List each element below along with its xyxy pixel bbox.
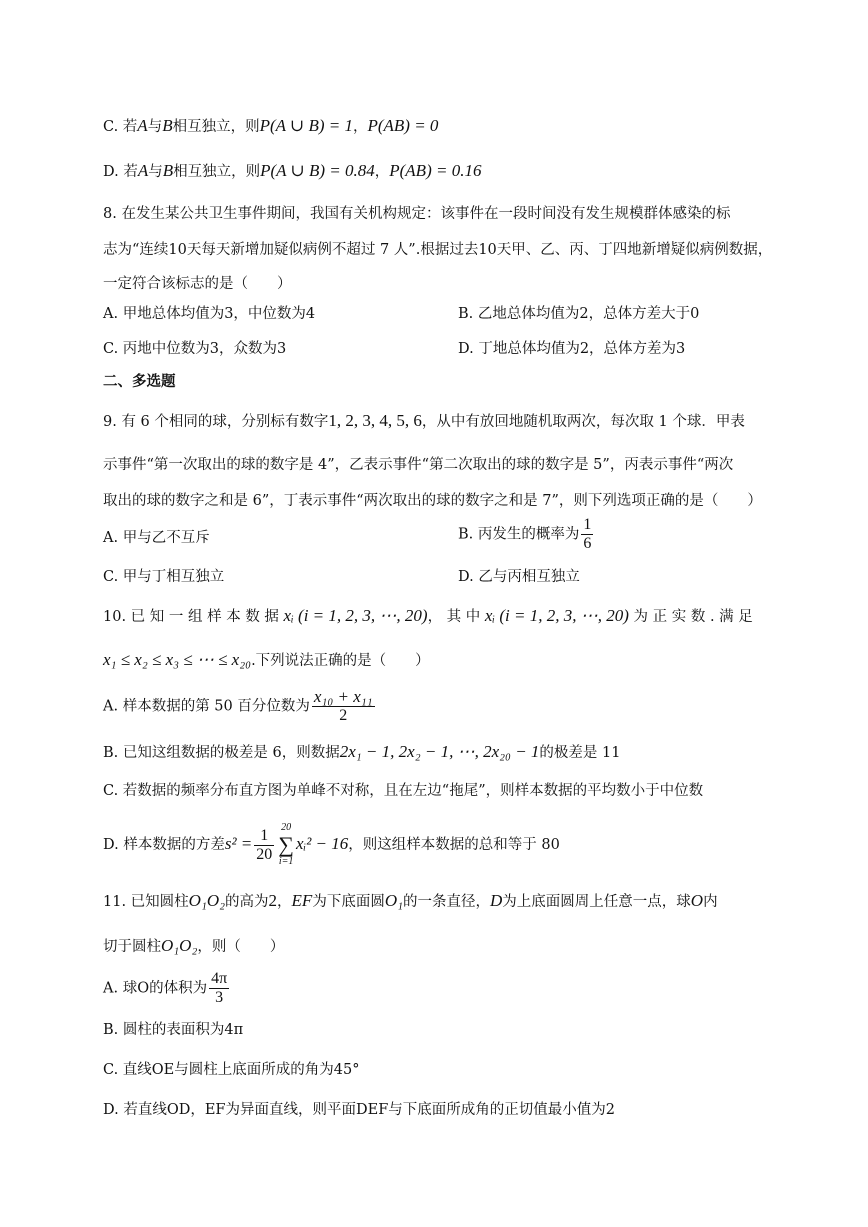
fraction xyxy=(209,970,229,1007)
question-text: 切于圆柱 xyxy=(103,939,161,955)
option-text: 相互独立，则 xyxy=(172,119,260,135)
option-9d: D. 乙与丙相互独立 xyxy=(458,569,580,585)
math-expression: P(AB) = 0.16 xyxy=(389,161,482,180)
option-9b xyxy=(458,516,595,553)
question-text: ， xyxy=(277,894,292,910)
sum-lower-limit: i=1 xyxy=(278,856,294,867)
option-text: A. 样本数据的第 50 百分位数为 xyxy=(103,698,310,715)
math-expression: EF xyxy=(291,891,313,910)
option-9a: A. 甲与乙不互斥 xyxy=(103,530,210,546)
math-expression: s² = xyxy=(224,834,253,853)
math-symbol: B xyxy=(162,161,174,180)
option-text: A. 球O的体积为 xyxy=(103,980,208,997)
math-expression: xᵢ (i = 1, 2, 3, ⋯, 20) xyxy=(484,606,629,625)
question-text: 为上底面圆周上任意一点，球 xyxy=(502,894,691,910)
question-8-line-1: 8. 在发生某公共卫生事件期间，我国有关机构规定：该事件在一段时间没有发生规模群体感染的标 xyxy=(103,206,731,222)
option-10c: C. 若数据的频率分布直方图为单峰不对称，且在左边“拖尾”，则样本数据的平均数小于中位数 xyxy=(103,783,704,799)
math-expression: 2x₁ − 1, 2x₂ − 1, ⋯, 2x₂₀ − 1 xyxy=(339,742,540,761)
question-text: 的高为 xyxy=(225,894,269,910)
question-11-line-2 xyxy=(103,936,284,957)
question-8-line-3: 一定符合该标志的是（ ） xyxy=(103,276,292,292)
question-text: 内 xyxy=(703,894,718,910)
option-text: 的极差是 11 xyxy=(539,745,621,761)
question-text: ，从中有放回地随机取两次，每次取 1 个球．甲表 xyxy=(421,414,745,430)
option-text: ， xyxy=(352,119,368,135)
option-text: B. 丙发生的概率为 xyxy=(458,526,580,543)
question-10-line-2 xyxy=(103,650,430,671)
option-8c: C. 丙地中位数为3，众数为3 xyxy=(103,341,287,357)
option-8a: A. 甲地总体均值为3，中位数为4 xyxy=(103,306,316,322)
fraction-denominator: 2 xyxy=(339,707,348,724)
question-9-line-2: 示事件“第一次取出的球的数字是 4”，乙表示事件“第二次取出的球的数字是 5”，丙表示事件“两次 xyxy=(103,457,734,473)
math-expression: xᵢ² − 16 xyxy=(295,834,349,853)
section-heading: 二、多选题 xyxy=(103,373,176,390)
option-7c xyxy=(103,116,438,137)
math-expression: 1, 2, 3, 4, 5, 6 xyxy=(328,411,422,430)
fraction-denominator: 3 xyxy=(215,989,224,1006)
option-11d: D. 若直线OD，EF为异面直线，则平面DEF与下底面所成角的正切值最小值为2 xyxy=(103,1102,615,1118)
option-text: C. 若 xyxy=(103,119,138,135)
question-text: 为 正 实 数 . 满 足 xyxy=(633,609,753,625)
fraction xyxy=(254,827,274,864)
option-text: ，则这组样本数据的总和等于 80 xyxy=(348,837,560,853)
question-text: 10. 已 知 一 组 样 本 数 据 xyxy=(103,609,279,625)
option-text: 相互独立，则 xyxy=(173,164,261,180)
math-expression: O₁ xyxy=(384,891,404,910)
math-expression: O xyxy=(690,891,704,910)
math-symbol: A xyxy=(137,161,149,180)
fraction-denominator: 6 xyxy=(583,535,592,552)
sum-upper-limit: 20 xyxy=(281,822,292,833)
question-text: ，则（ ） xyxy=(197,939,285,955)
option-text: 与 xyxy=(148,164,163,180)
fraction-numerator: 1 xyxy=(583,516,592,533)
fraction-denominator: 20 xyxy=(256,845,273,863)
math-expression: P(AB) = 0 xyxy=(367,116,439,135)
option-7d xyxy=(103,161,481,182)
math-expression: x₁ ≤ x₂ ≤ x₃ ≤ ⋯ ≤ x₂₀ xyxy=(103,650,252,669)
math-expression: O₁O₂ xyxy=(188,891,226,910)
option-text: 与 xyxy=(147,119,163,135)
math-expression: xᵢ (i = 1, 2, 3, ⋯, 20) xyxy=(283,606,428,625)
option-10b xyxy=(103,742,620,763)
math-symbol: A xyxy=(137,116,148,135)
question-text: .下列说法正确的是（ ） xyxy=(251,653,430,669)
option-text: D. 样本数据的方差 xyxy=(103,837,225,853)
math-expression: 2 xyxy=(268,891,278,910)
option-11b: B. 圆柱的表面积为4π xyxy=(103,1022,244,1038)
question-9-line-1 xyxy=(103,411,745,432)
math-expression: P(A ∪ B) = 1 xyxy=(259,116,353,135)
option-text: B. 已知这组数据的极差是 6，则数据 xyxy=(103,745,340,761)
fraction xyxy=(581,516,593,553)
option-text: ， xyxy=(374,164,390,180)
summation xyxy=(278,822,294,868)
question-8-line-2: 志为“连续10天每天新增加疑似病例不超过 7 人”.根据过去10天甲、乙、丙、丁四地新增疑似病例数据， xyxy=(103,242,773,258)
question-text: 9. 有 6 个相同的球，分别标有数字 xyxy=(103,414,329,430)
math-expression: O₁O₂ xyxy=(161,936,198,955)
question-text: 为下底面圆 xyxy=(312,894,385,910)
question-10-line-1 xyxy=(103,606,753,627)
math-expression: D xyxy=(490,891,503,910)
math-symbol: B xyxy=(162,116,173,135)
option-11c: C. 直线OE与圆柱上底面所成的角为45° xyxy=(103,1062,360,1078)
question-9-line-3: 取出的球的数字之和是 6”，丁表示事件“两次取出的球的数字之和是 7”，则下列选项正确的是（ ） xyxy=(103,493,762,509)
option-11a xyxy=(103,970,231,1007)
question-text: 11. 已知圆柱 xyxy=(103,894,189,910)
question-11-line-1 xyxy=(103,891,718,912)
option-8b: B. 乙地总体均值为2，总体方差大于0 xyxy=(458,306,700,322)
fraction-numerator: 4π xyxy=(211,970,228,987)
option-9c: C. 甲与丁相互独立 xyxy=(103,569,225,585)
fraction-numerator: 1 xyxy=(254,827,274,846)
question-text: ， 其 中 xyxy=(427,609,481,625)
fraction xyxy=(312,688,375,725)
fraction-numerator: x₁₀ + x₁₁ xyxy=(313,687,373,706)
math-expression: P(A ∪ B) = 0.84 xyxy=(260,161,375,180)
option-8d: D. 丁地总体均值为2，总体方差为3 xyxy=(458,341,686,357)
option-10d xyxy=(103,822,560,868)
question-text: 的一条直径， xyxy=(403,894,491,910)
option-10a xyxy=(103,688,377,725)
sum-sign: ∑ xyxy=(278,832,294,857)
option-text: D. 若 xyxy=(103,164,138,180)
